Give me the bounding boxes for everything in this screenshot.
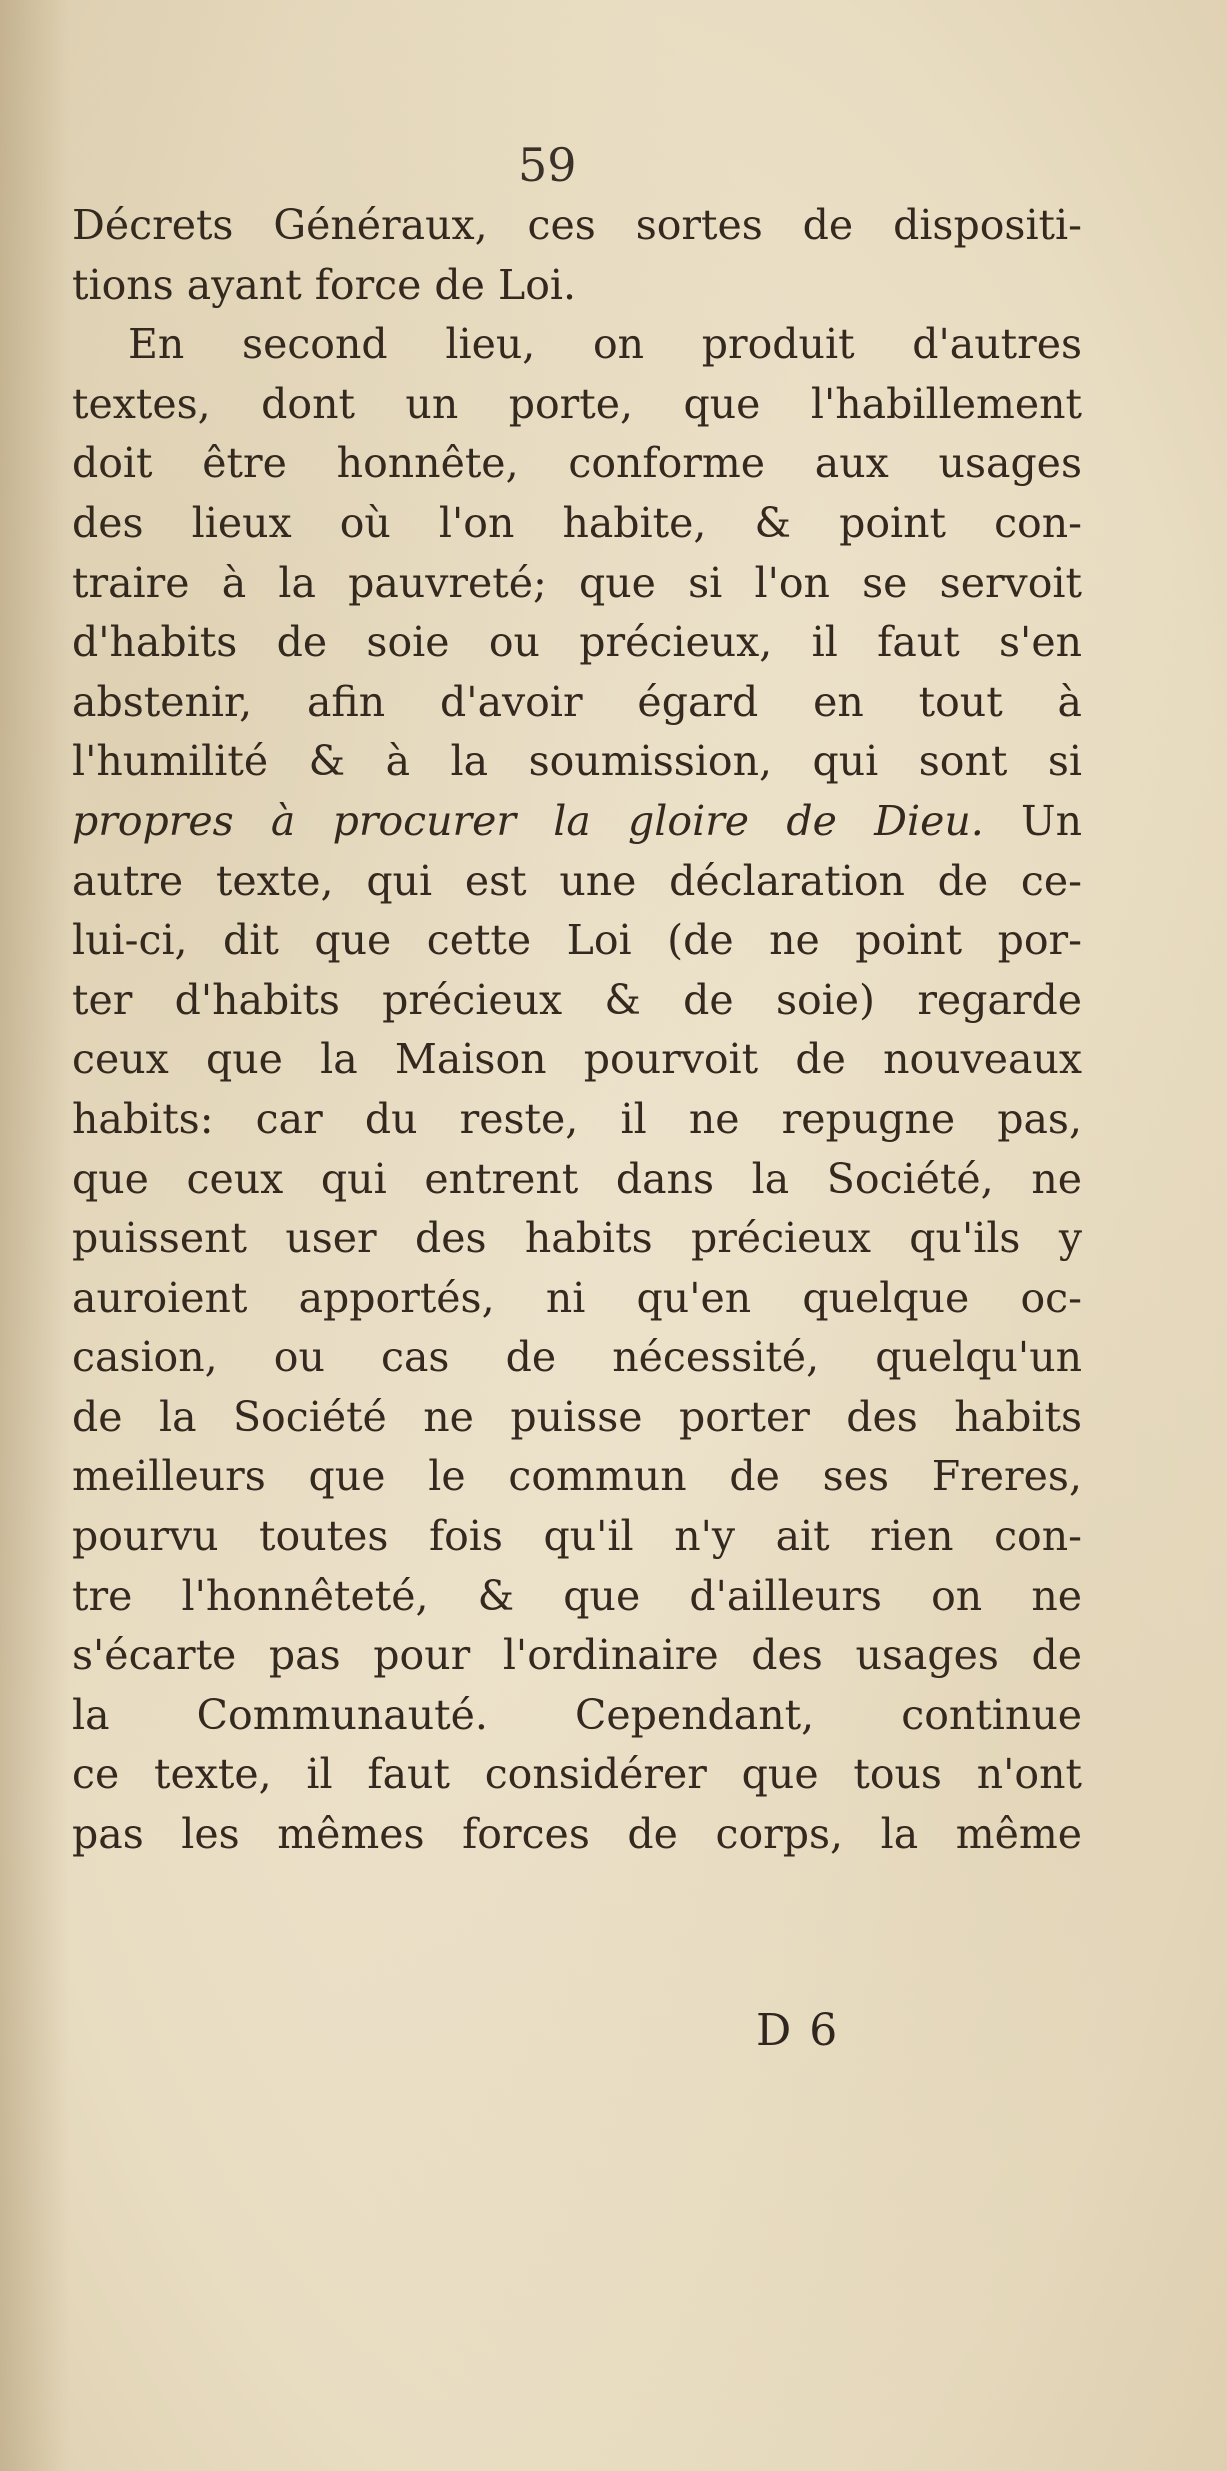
text-line: pourvu toutes fois qu'il n'y ait rien con- xyxy=(72,1512,1082,1561)
text-line: En second lieu, on produit d'autres xyxy=(128,320,1082,369)
text-line: puissent user des habits précieux qu'ils y xyxy=(72,1214,1082,1263)
text-line: casion, ou cas de nécessité, quelqu'un xyxy=(72,1333,1082,1382)
text-line: autre texte, qui est une déclaration de ce- xyxy=(72,856,1082,905)
text-line: ce texte, il faut considérer que tous n'ont xyxy=(72,1750,1082,1799)
text-line: s'écarte pas pour l'ordinaire des usages de xyxy=(72,1631,1082,1680)
text-line: la Communauté. Cependant, continue xyxy=(72,1690,1082,1739)
text-line: abstenir, afin d'avoir égard en tout à xyxy=(72,677,1082,726)
text-line: ceux que la Maison pourvoit de nouveaux xyxy=(72,1035,1082,1084)
italic-phrase: propres à procurer la gloire de Dieu. xyxy=(72,796,984,845)
signature-mark: D 6 xyxy=(756,2005,840,2056)
text-line: Décrets Généraux, ces sortes de dispositi- xyxy=(72,201,1082,249)
text-line: des lieux où l'on habite, & point con- xyxy=(72,498,1082,547)
italic-line-rest: Un xyxy=(983,796,1082,845)
body-text xyxy=(72,196,1082,1865)
text-line: ter d'habits précieux & de soie) regarde xyxy=(72,975,1082,1024)
text-line: tions ayant force de Loi. xyxy=(72,260,577,309)
text-line: meilleurs que le commun de ses Freres, xyxy=(72,1452,1082,1501)
text-line: de la Société ne puisse porter des habits xyxy=(72,1392,1082,1441)
page-gutter-shadow xyxy=(0,0,70,2471)
text-line: pas les mêmes forces de corps, la même xyxy=(72,1810,1082,1859)
text-line: traire à la pauvreté; que si l'on se servoit xyxy=(72,558,1082,607)
text-line: textes, dont un porte, que l'habillement xyxy=(72,379,1082,428)
text-line: d'habits de soie ou précieux, il faut s'en xyxy=(72,618,1082,667)
text-line: tre l'honnêteté, & que d'ailleurs on ne xyxy=(72,1571,1082,1620)
text-line: habits: car du reste, il ne repugne pas, xyxy=(72,1094,1082,1143)
text-line-italic xyxy=(72,792,1082,852)
text-line: lui-ci, dit que cette Loi (de ne point por- xyxy=(72,916,1082,965)
page-number: 59 xyxy=(518,138,577,192)
text-line: que ceux qui entrent dans la Société, ne xyxy=(72,1154,1082,1203)
text-line: doit être honnête, conforme aux usages xyxy=(72,439,1082,488)
text-line: l'humilité & à la soumission, qui sont si xyxy=(72,737,1082,786)
text-line: auroient apportés, ni qu'en quelque oc- xyxy=(72,1273,1082,1322)
